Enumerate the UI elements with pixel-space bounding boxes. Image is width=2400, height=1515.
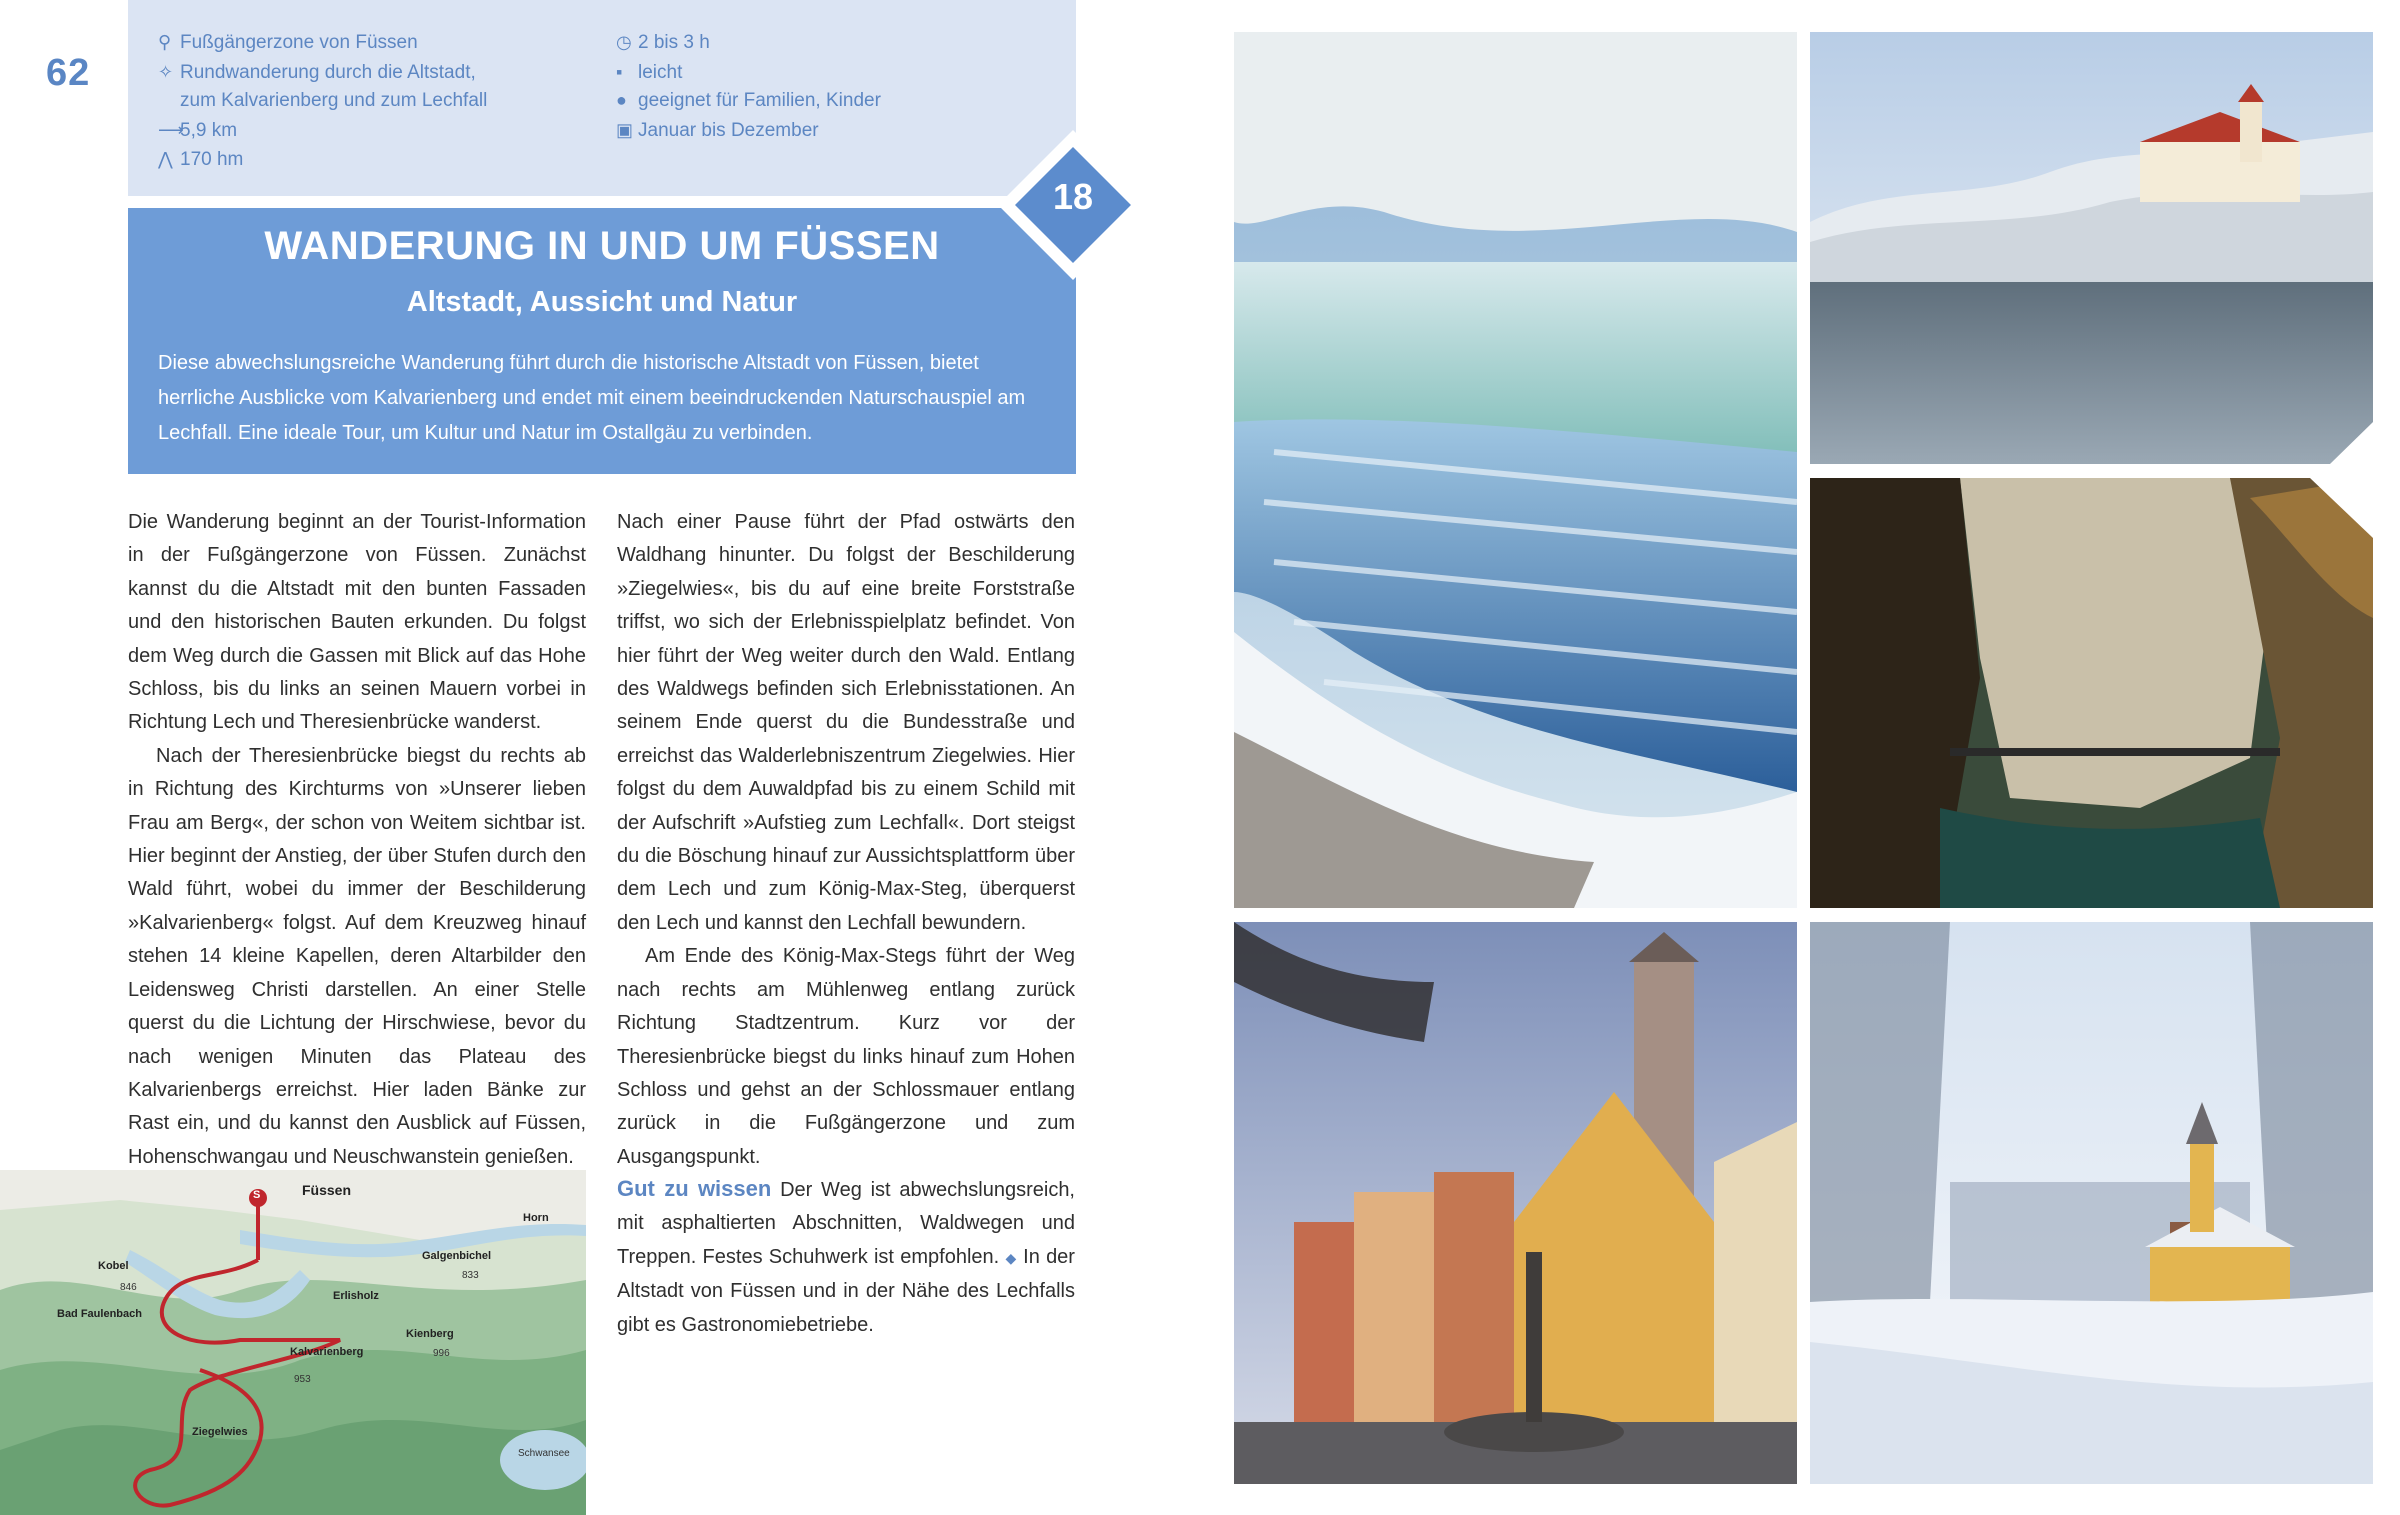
map-label-bad-faulenbach: Bad Faulenbach xyxy=(57,1308,142,1320)
arrow-right-icon: ⟶ xyxy=(158,120,184,140)
good-to-know-text-2: In der Altstadt von Füssen und in der Nähe des Lechfalls gibt es Gastronomiebetriebe. xyxy=(617,1245,1075,1336)
map-label-kobel: Kobel xyxy=(98,1260,129,1272)
info-suitable: ● geeignet für Familien, Kinder xyxy=(616,90,881,111)
info-season: ▣ Januar bis Dezember xyxy=(616,120,819,141)
difficulty-bars-icon: ▪ xyxy=(616,62,623,82)
info-start: ⚲ Fußgängerzone von Füssen xyxy=(158,32,418,53)
page-title: WANDERUNG IN UND UM FÜSSEN xyxy=(264,224,940,268)
map-label-schwansee: Schwansee xyxy=(518,1448,570,1459)
photo-chapel xyxy=(1810,922,2373,1484)
paragraph: Die Wanderung beginnt an der Tourist-Information in der Fußgängerzone von Füssen. Zunächst kannst du die Altstadt mit den bunten Fassaden und den historischen Bauten erkunden. Du folgst dem Weg durch die Gassen mit Blick auf das Hohe Schloss, bis du links an seinen Mauern vorbei in Richtung Lech und Theresienbrücke wanderst. xyxy=(128,511,586,734)
map-elev-kobel: 846 xyxy=(120,1282,137,1293)
info-duration: ◷ 2 bis 3 h xyxy=(616,32,710,53)
mountain-icon: ⋀ xyxy=(158,149,173,169)
map-label-fuessen: Füssen xyxy=(302,1182,352,1198)
map-label-kalvarienberg: Kalvarienberg xyxy=(290,1346,364,1358)
route-icon: ✧ xyxy=(158,62,174,82)
calendar-icon: ▣ xyxy=(616,120,634,140)
info-route: ✧ Rundwanderung durch die Altstadt, xyxy=(158,62,476,83)
paragraph: Am Ende des König-Max-Stegs führt der Weg nach rechts am Mühlenweg entlang zurück Richtung Stadtzentrum. Kurz vor der Theresienbrücke biegst du links hinauf zum Hohen Schloss und gehst an der Schlossmauer entlang zurück in die Fußgängerzone und zum Ausgangspunkt. xyxy=(617,945,1075,1168)
body-column-left xyxy=(128,506,586,1174)
map-elev-kalvarienberg: 953 xyxy=(294,1374,311,1385)
location-pin-icon: ⚲ xyxy=(158,32,172,52)
paragraph: Nach der Theresienbrücke biegst du rechts ab in Richtung des Kirchturms von »Unserer lieben Frau am Berg«, der schon von Weitem sichtbar ist. Hier beginnt der Anstieg, der über Stufen durch den Wald führt, wobei du immer der Beschilderung »Kalvarienberg« folgst. Auf dem Kreuzweg hinauf stehen 14 kleine Kapellen, deren Altarbilder den Leidensweg Christi darstellen. An einer Stelle querst du die Lichtung der Hirschwiese, bevor du nach wenigen Minuten das Plateau des Kalvarienbergs erreichst. Hier laden Bänke zur Rast ein, und du kannst den Ausblick auf Füssen, Hohenschwangau und Neuschwanstein genießen. xyxy=(128,744,586,1168)
route-map xyxy=(0,1170,586,1515)
photo-hohes-schloss xyxy=(1810,32,2373,464)
paragraph: Nach einer Pause führt der Pfad ostwärts den Waldhang hinunter. Du folgst der Beschilderung »Ziegelwies«, bis du auf eine breite Forststraße triffst, wo sich der Erlebnisspielplatz befindet. Von hier führt der Weg weiter durch den Wald. Entlang des Waldwegs befinden sich Erlebnisstationen. An seinem Ende querst du die Bundesstraße und erreichst das Walderlebniszentrum Ziegelwies. Hier folgst du dem Auwaldpfad bis zu einem Schild mit der Aufschrift »Aufstieg zum Lechfall«. Dort steigst du die Böschung hinauf zur Aussichtsplattform über dem Lech und zum König-Max-Steg, überquerst den Lech und kannst den Lechfall bewundern. xyxy=(617,511,1075,934)
page-subtitle: Altstadt, Aussicht und Natur xyxy=(406,286,798,318)
good-to-know-box xyxy=(617,1172,1075,1342)
info-elevation: ⋀ 170 hm xyxy=(158,149,244,170)
map-elev-galgenbichel: 833 xyxy=(462,1270,479,1281)
diamond-icon: ◆ xyxy=(1005,1249,1017,1266)
map-label-kienberg: Kienberg xyxy=(406,1328,454,1340)
good-to-know-label: Gut zu wissen xyxy=(617,1176,772,1201)
photo-lechfall xyxy=(1234,32,1797,908)
info-distance: ⟶5,9 km xyxy=(158,120,238,141)
person-icon: ● xyxy=(616,90,627,110)
map-elev-kienberg: 996 xyxy=(433,1348,450,1359)
good-to-know-text: Der Weg ist abwechslungsreich, mit asphaltierten Abschnitten, Waldwegen und Treppen. Festes Schuhwerk ist empfohlen. xyxy=(617,1179,1075,1268)
map-label-horn: Horn xyxy=(523,1212,549,1224)
intro-text: Diese abwechslungsreiche Wanderung führt durch die historische Altstadt von Füssen, bietet herrliche Ausblicke vom Kalvarienberg und endet mit einem beeindruckenden Naturschauspiel am Lechfall. Eine ideale Tour, um Kultur und Natur im Ostallgäu zu verbinden. xyxy=(158,352,1026,444)
tour-number: 18 xyxy=(1052,176,1094,217)
map-label-galgenbichel: Galgenbichel xyxy=(422,1250,492,1262)
clock-icon: ◷ xyxy=(616,32,632,52)
photo-gorge xyxy=(1810,478,2373,908)
body-column-right xyxy=(617,506,1075,1174)
start-marker: S xyxy=(253,1189,261,1201)
info-difficulty: ▪ leicht xyxy=(616,62,683,83)
info-route-line2: zum Kalvarienberg und zum Lechfall xyxy=(180,90,488,111)
map-label-ziegelwies: Ziegelwies xyxy=(192,1426,248,1438)
page-number: 62 xyxy=(46,52,91,94)
map-label-erlisholz: Erlisholz xyxy=(333,1290,379,1302)
photo-old-town xyxy=(1234,922,1797,1484)
map-graphic xyxy=(0,1170,586,1515)
tour-info-box xyxy=(128,0,1076,196)
